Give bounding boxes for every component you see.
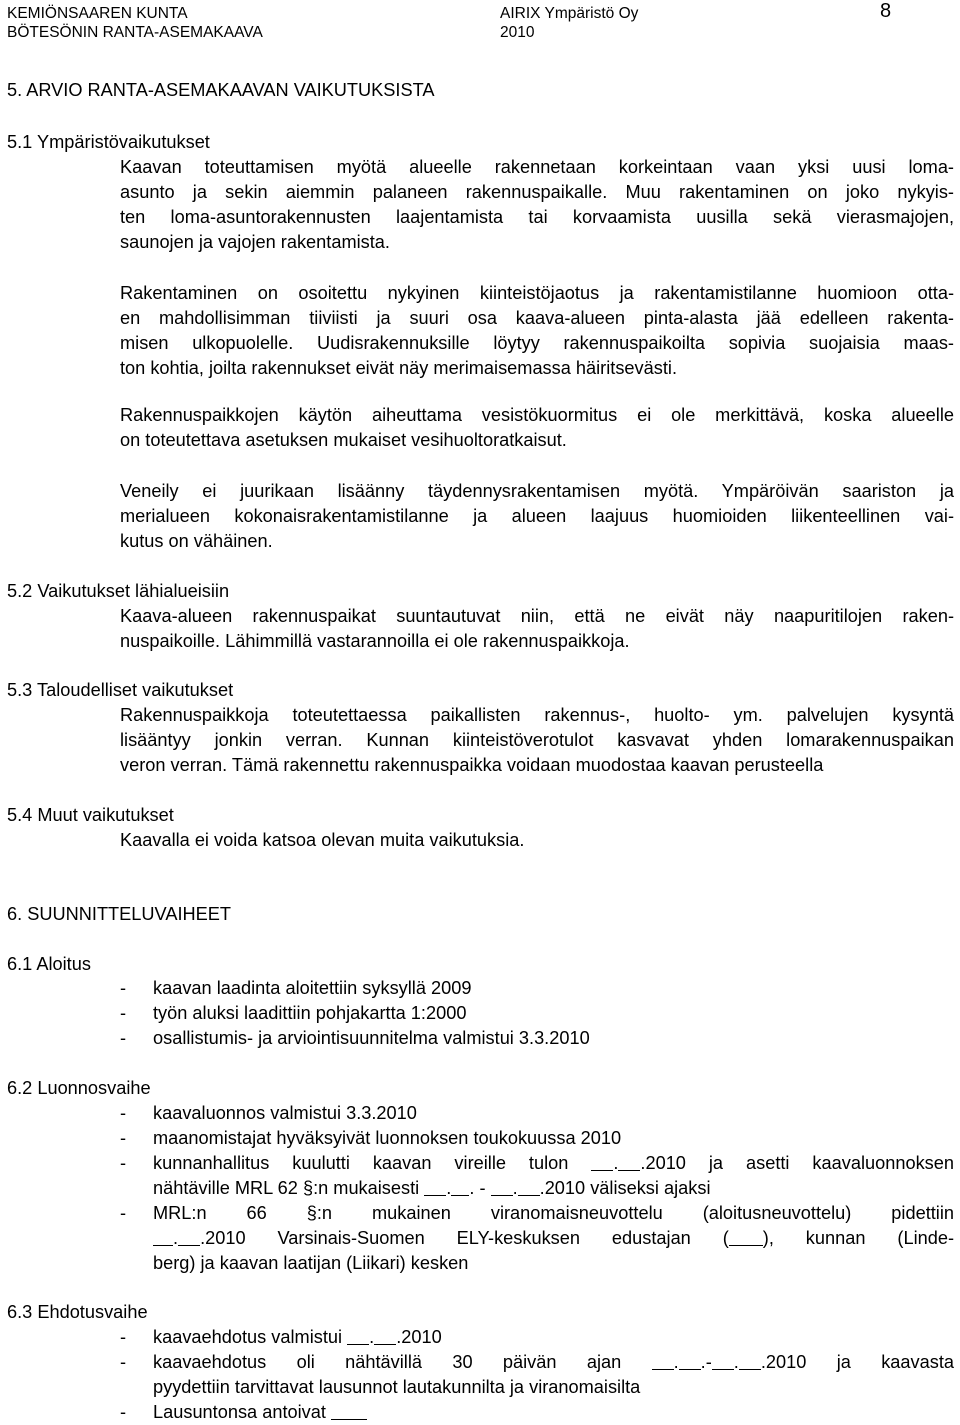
list-line: [153, 1176, 954, 1201]
list-item-text: maanomistajat hyväksyivät luonnoksen toukokuussa 2010: [153, 1128, 622, 1148]
list-item-text: [153, 1151, 954, 1201]
section-5-1-paragraph-2: [120, 281, 954, 381]
text-run: .2010: [396, 1327, 442, 1347]
header-year: 2010: [500, 24, 535, 41]
section-5-4-paragraph: Kaavalla ei voida katsoa olevan muita vaikutuksia.: [120, 830, 525, 850]
text-run: kaavaehdotus oli nähtävillä 30 päivän ajan: [153, 1352, 622, 1372]
header-consultant: AIRIX Ympäristö Oy: [500, 5, 639, 22]
list-line: [153, 1350, 954, 1375]
list-item-text: [153, 1350, 954, 1400]
paragraph-line: lisääntyy jonkin verran. Kunnan kiinteistöverotulot kasvavat yhden lomarakennuspaikan: [120, 730, 954, 750]
blank-field: [518, 1177, 540, 1196]
text-run: .: [446, 1178, 452, 1198]
section-6-title: 6. SUUNNITTELUVAIHEET: [7, 904, 232, 924]
text-run: .2010 ja asetti kaavaluonnoksen: [640, 1153, 954, 1173]
list-line: pyydettiin tarvittavat lausunnot lautakunnilta ja viranomaisilta: [153, 1377, 641, 1397]
text-run: .: [673, 1352, 679, 1372]
list-line: [153, 1151, 954, 1176]
text-run: .: [613, 1153, 619, 1173]
list-item-text: [153, 1400, 367, 1425]
blank-field: [424, 1177, 446, 1196]
section-5-1-paragraph-3: [120, 403, 954, 453]
list-dash: -: [120, 1352, 127, 1372]
list-item-text: työn aluksi laadittiin pohjakartta 1:2000: [153, 1003, 467, 1023]
text-run: kunnanhallitus kuulutti kaavan vireille tulon: [153, 1153, 569, 1173]
list-dash: -: [120, 1203, 127, 1223]
paragraph-line: Veneily ei juurikaan lisäänny täydennysrakentamisen myötä. Ympäröivän saariston ja: [120, 481, 954, 501]
text-run: .: [173, 1228, 179, 1248]
blank-field: [347, 1326, 369, 1345]
text-run: ), kunnan (Linde-: [762, 1228, 955, 1248]
section-6-2-title: 6.2 Luonnosvaihe: [7, 1078, 151, 1098]
paragraph-line: nuspaikoille. Lähimmillä vastarannoilla ei ole rakennuspaikkoja.: [120, 631, 630, 651]
list-dash: -: [120, 1402, 127, 1422]
blank-field: [331, 1401, 367, 1420]
section-5-3-paragraph: [120, 703, 954, 778]
section-5-title: 5. ARVIO RANTA-ASEMAKAAVAN VAIKUTUKSISTA: [7, 80, 435, 100]
blank-field: [374, 1326, 396, 1345]
blank-field: [652, 1351, 674, 1370]
paragraph-line: Rakennuspaikkoja toteutettaessa paikallisten rakennus-, huolto- ym. palvelujen kysyntä: [120, 705, 954, 725]
paragraph-line: kutus on vähäinen.: [120, 531, 273, 551]
section-5-2-title: 5.2 Vaikutukset lähialueisiin: [7, 581, 230, 601]
header-municipality: KEMIÖNSAAREN KUNTA: [7, 5, 188, 22]
list-dash: -: [120, 1028, 127, 1048]
blank-field: [591, 1152, 613, 1171]
text-run: .2010 ja kaavasta: [760, 1352, 954, 1372]
list-dash: -: [120, 1327, 127, 1347]
blank-field: [491, 1177, 513, 1196]
section-5-1-paragraph-1: [120, 155, 954, 255]
paragraph-line: asunto ja sekin aiemmin palaneen rakennuspaikalle. Muu rakentaminen on joko nykyis-: [120, 182, 954, 202]
text-run: . -: [469, 1178, 486, 1198]
list-item-text: [153, 1325, 442, 1350]
list-item-text: [153, 1201, 954, 1276]
text-run: .: [733, 1352, 739, 1372]
text-run: .-: [700, 1352, 712, 1372]
header-right: [500, 4, 638, 42]
section-6-3-title: 6.3 Ehdotusvaihe: [7, 1302, 148, 1322]
section-5-2-paragraph: [120, 604, 954, 654]
blank-field: [451, 1177, 469, 1196]
list-item-text: kaavaluonnos valmistui 3.3.2010: [153, 1103, 417, 1123]
list-line: berg) ja kaavan laatijan (Liikari) kesken: [153, 1253, 469, 1273]
list-dash: -: [120, 1103, 127, 1123]
text-run: Lausuntonsa antoivat: [153, 1402, 326, 1422]
list-dash: -: [120, 978, 127, 998]
text-run: .2010 Varsinais-Suomen ELY-keskuksen edustajan (: [200, 1228, 729, 1248]
paragraph-line: misen ulkopuolelle. Uudisrakennuksille löytyy rakennuspaikoilta sopivia suojaisia maas-: [120, 333, 954, 353]
paragraph-line: ton kohtia, joilta rakennukset eivät näy merimaisemassa häiritsevästi.: [120, 358, 677, 378]
paragraph-line: en mahdollisimman tiiviisti ja suuri osa kaava-alueen pinta-alasta jää edelleen rakenta-: [120, 308, 954, 328]
list-dash: -: [120, 1128, 127, 1148]
list-dash: -: [120, 1003, 127, 1023]
blank-field: [712, 1351, 734, 1370]
blank-field: [153, 1227, 173, 1246]
paragraph-line: saunojen ja vajojen rakentamista.: [120, 232, 390, 252]
blank-field: [729, 1227, 763, 1246]
page-number: 8: [880, 0, 892, 22]
paragraph-line: veron verran. Tämä rakennettu rakennuspaikka voidaan muodostaa kaavan perusteella: [120, 755, 824, 775]
blank-field: [679, 1351, 701, 1370]
header-plan-name: BÖTESÖNIN RANTA-ASEMAKAAVA: [7, 24, 263, 41]
paragraph-line: Kaava-alueen rakennuspaikat suuntautuvat niin, että ne eivät näy naapuritilojen raken-: [120, 606, 954, 626]
paragraph-line: Rakennuspaikkojen käytön aiheuttama vesistökuormitus ei ole merkittävä, koska alueelle: [120, 405, 954, 425]
blank-field: [618, 1152, 640, 1171]
text-run: .: [512, 1178, 518, 1198]
text-run: .2010 väliseksi ajaksi: [539, 1178, 711, 1198]
section-5-4-title: 5.4 Muut vaikutukset: [7, 805, 174, 825]
list-line: MRL:n 66 §:n mukainen viranomaisneuvottelu (aloitusneuvottelu) pidettiin: [153, 1203, 954, 1223]
blank-field: [739, 1351, 761, 1370]
paragraph-line: on toteutettava asetuksen mukaiset vesihuoltoratkaisut.: [120, 430, 567, 450]
paragraph-line: ten loma-asuntorakennusten laajentamista tai korvaamista uusilla sekä vierasmajojen,: [120, 207, 954, 227]
paragraph-line: merialueen kokonaisrakentamistilanne ja alueen laajuus huomioiden liikenteellinen vai-: [120, 506, 954, 526]
blank-field: [178, 1227, 200, 1246]
list-line: [153, 1226, 954, 1251]
text-run: .: [369, 1327, 375, 1347]
paragraph-line: Kaavan toteuttamisen myötä alueelle rakennetaan korkeintaan vaan yksi uusi loma-: [120, 157, 954, 177]
section-5-3-title: 5.3 Taloudelliset vaikutukset: [7, 680, 234, 700]
section-6-1-title: 6.1 Aloitus: [7, 954, 91, 974]
list-item-text: osallistumis- ja arviointisuunnitelma valmistui 3.3.2010: [153, 1028, 590, 1048]
list-dash: -: [120, 1153, 127, 1173]
list-item-text: kaavan laadinta aloitettiin syksyllä 2009: [153, 978, 472, 998]
header-left: [7, 4, 263, 42]
paragraph-line: Rakentaminen on osoitettu nykyinen kiinteistöjaotus ja rakentamistilanne huomioon otta-: [120, 283, 954, 303]
text-run: nähtäville MRL 62 §:n mukaisesti: [153, 1178, 420, 1198]
section-5-1-paragraph-4: [120, 479, 954, 554]
section-5-1-title: 5.1 Ympäristövaikutukset: [7, 132, 210, 152]
text-run: kaavaehdotus valmistui: [153, 1327, 343, 1347]
